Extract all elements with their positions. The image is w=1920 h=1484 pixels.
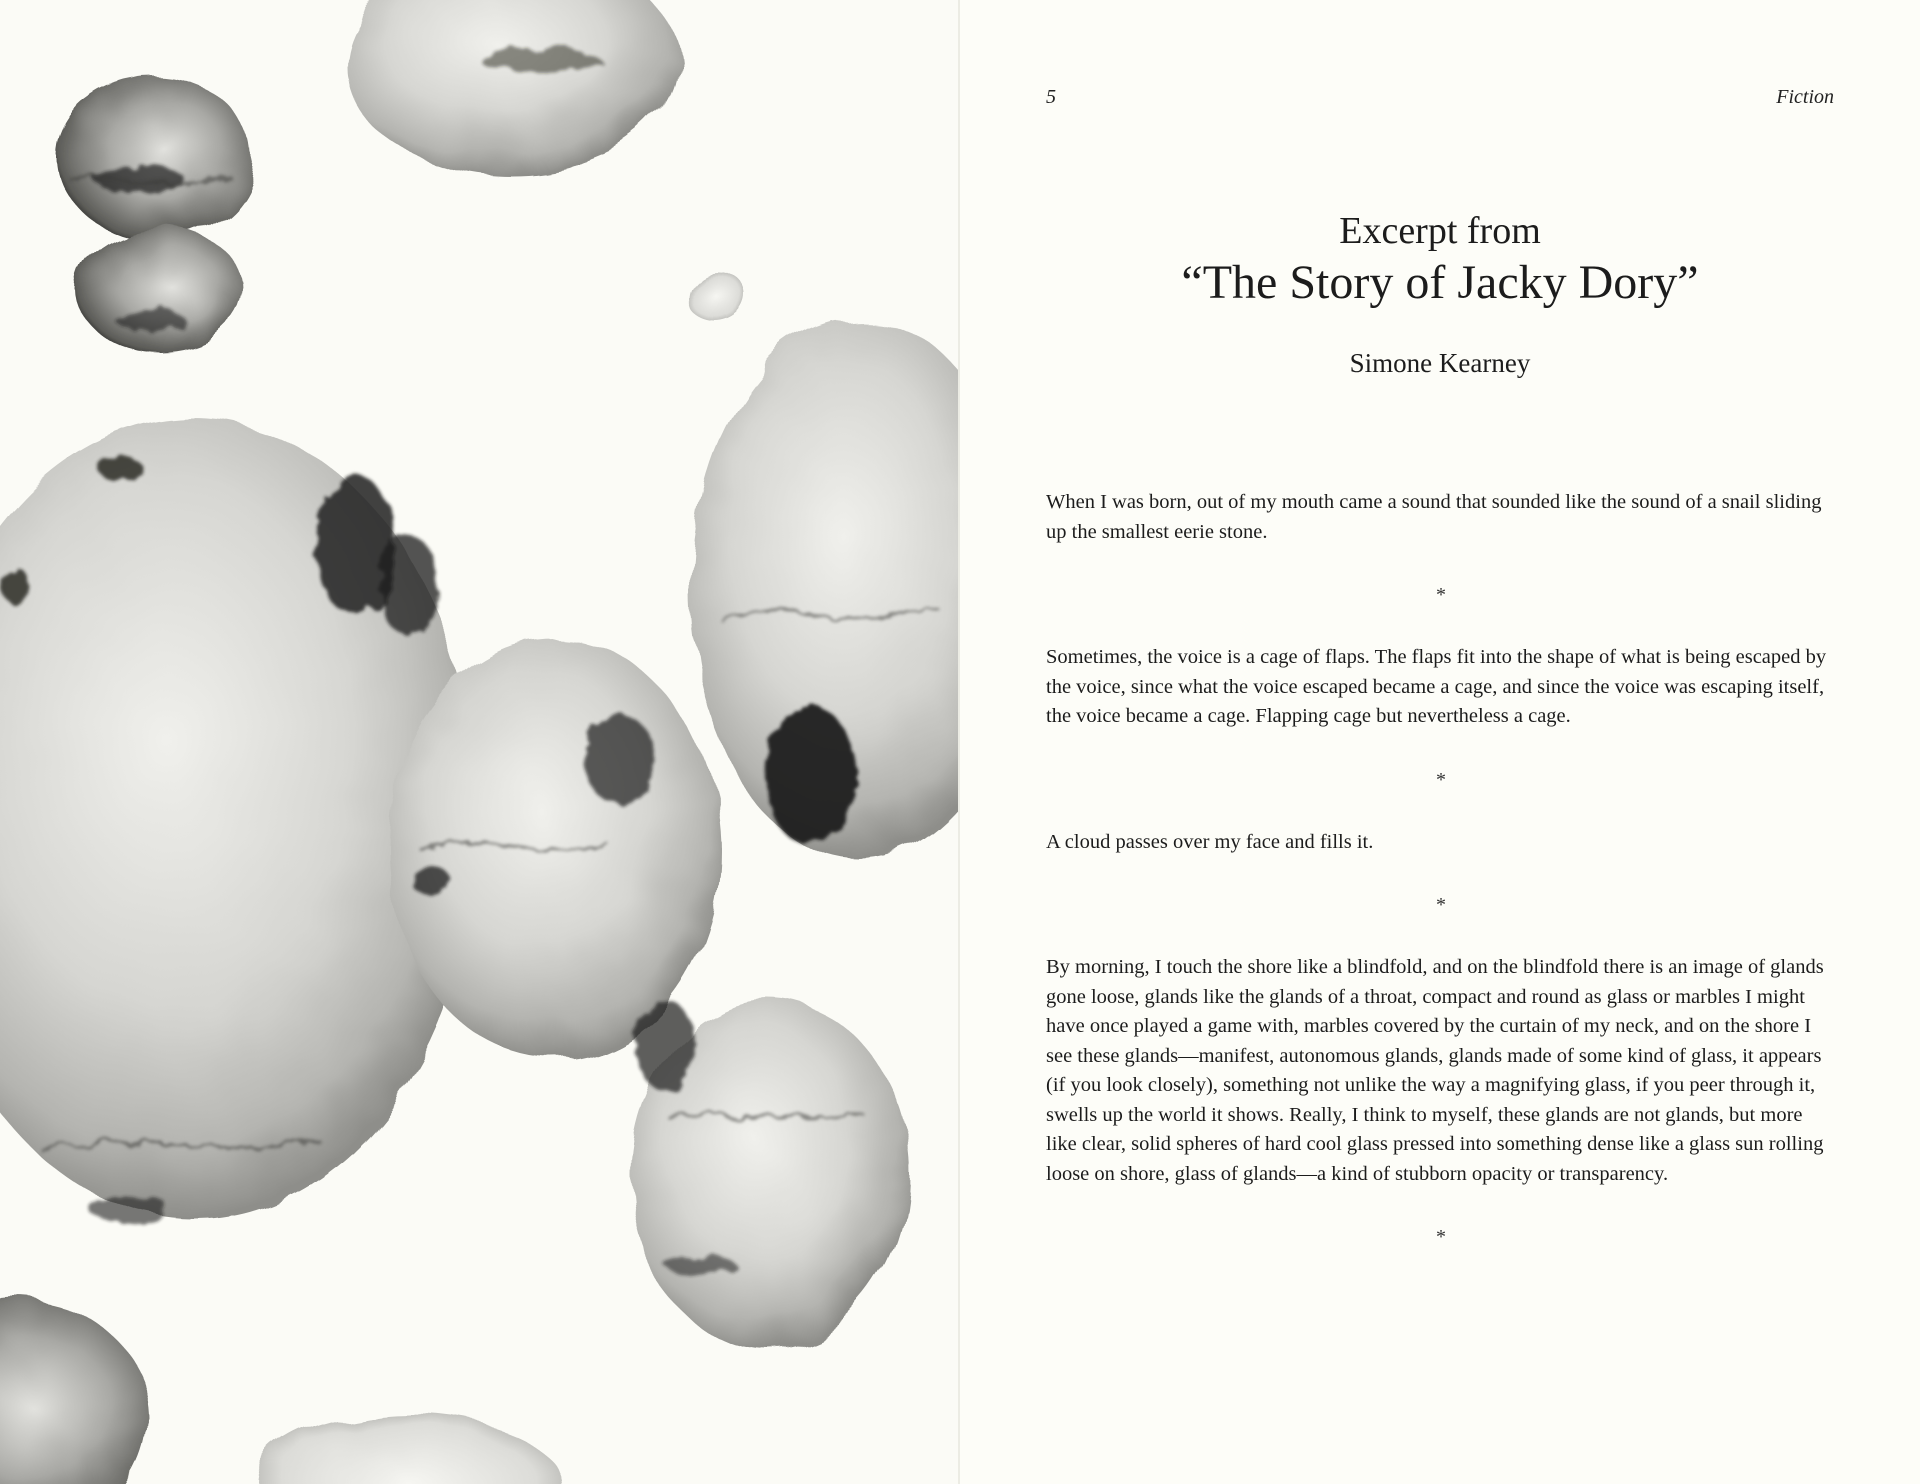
paragraph: Sometimes, the voice is a cage of flaps. The flaps fit into the shape of what is being escaped by the voice, since what the voice escaped became a cage, and since the voice was escaping itself, the voice became a cage. Flapping cage but nevertheless a cage. — [1046, 646, 1827, 727]
section-separator: * — [1436, 768, 1446, 791]
section-separator: * — [1436, 584, 1446, 606]
page-number: 5 — [1046, 86, 1056, 108]
article-body — [1046, 488, 1836, 1285]
text-page — [960, 0, 1920, 1484]
section-label: Fiction — [1776, 86, 1834, 108]
paragraph: A cloud passes over my face and fills it. — [1046, 830, 1374, 853]
author-name: Simone Kearney — [1349, 348, 1531, 378]
section-separator: * — [1436, 894, 1446, 916]
title-block — [1046, 208, 1834, 380]
ink-spheres-illustration-icon — [0, 0, 958, 1484]
paragraph: When I was born, out of my mouth came a sound that sounded like the sound of a snail sliding up the smallest eerie stone. — [1046, 491, 1822, 543]
kicker: Excerpt from — [1339, 210, 1541, 252]
story-title: “The Story of Jacky Dory” — [1181, 256, 1699, 309]
section-separator: * — [1436, 1226, 1446, 1248]
paragraph: By morning, I touch the shore like a blindfold, and on the blindfold there is an image of glands gone loose, glands like the glands of a throat, compact and round as glass or marbles I might have once played a game with, marbles covered by the curtain of my neck, and on the shore I see these glands—manifest, autonomous glands, glands made of some kind of glass, it appears (if you look closely), something not unlike the way a magnifying glass, if you peer through it, swells up the world it shows. Really, I think to myself, these glands are not glands, but more like clear, solid spheres of hard cool glass pressed into something dense like a glass sun rolling loose on shore, glass of glands—a kind of stubborn opacity or transparency. — [1046, 956, 1824, 1185]
illustration-page — [0, 0, 958, 1484]
